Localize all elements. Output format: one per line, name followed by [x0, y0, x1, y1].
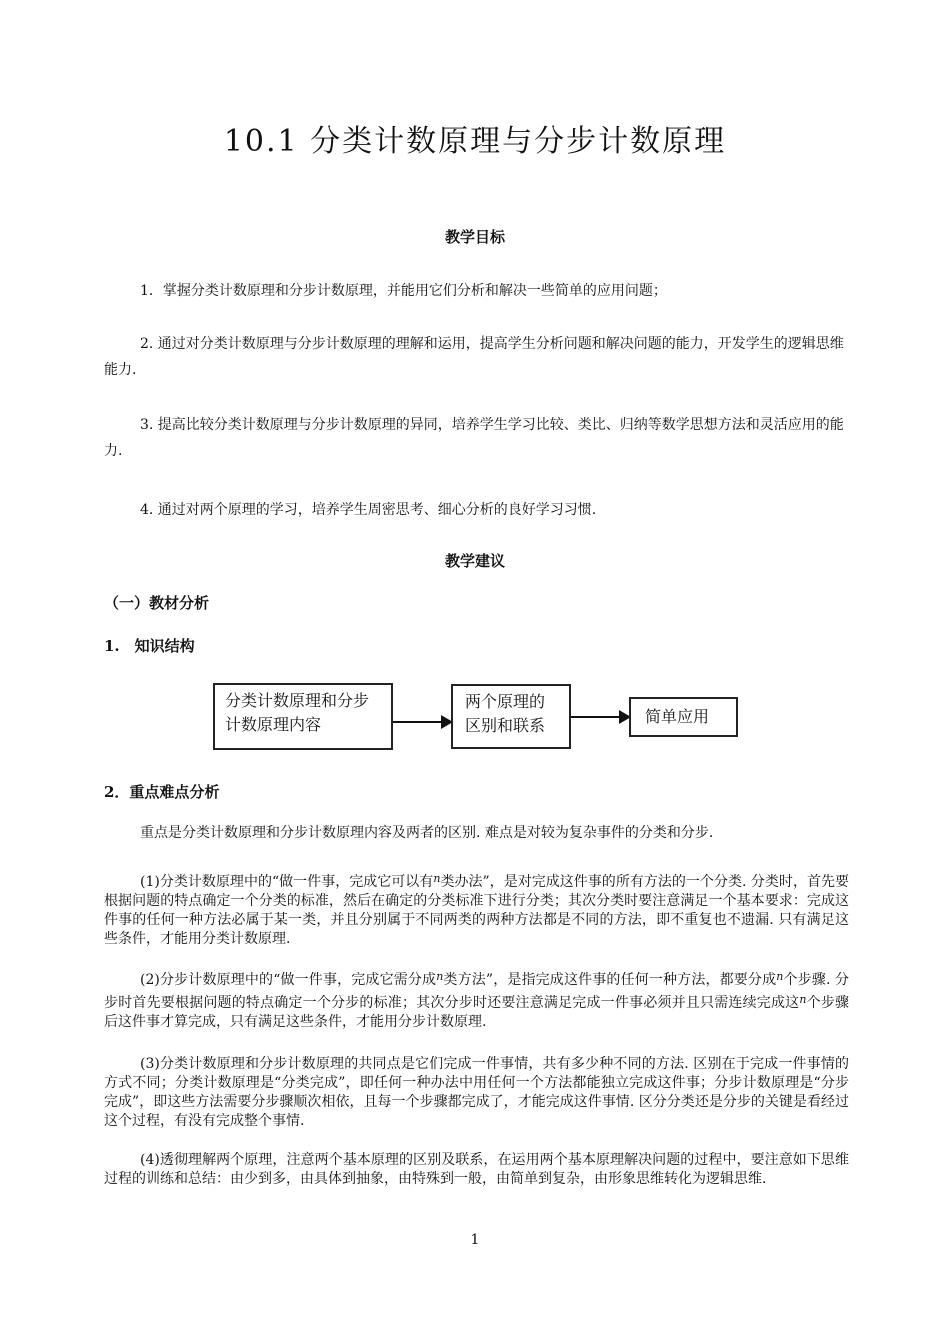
- page-number: 1: [470, 1232, 480, 1248]
- paragraph-2-part-b: 类方法”，是指完成这件事的任何一种方法，都要分成: [443, 972, 777, 988]
- page-title: 10.1 分类计数原理与分步计数原理: [223, 124, 727, 159]
- paragraph-1-part-a: (1)分类计数原理中的“做一件事，完成它可以有: [140, 874, 434, 890]
- paragraph-2-part-a: (2)分步计数原理中的“做一件事，完成它需分成: [140, 972, 437, 988]
- variable-n: n: [799, 993, 807, 1006]
- section-heading-goals: 教学目标: [444, 228, 505, 246]
- goal-item-4: 4. 通过对两个原理的学习，培养学生周密思考、细心分析的良好学习习惯.: [140, 502, 597, 518]
- paragraph-3: (3)分类计数原理和分步计数原理的共同点是它们完成一件事情，共有多少种不同的方法. 区别在于完成一件事情的方式不同；分类计数原理是“分类完成”，即任何一种办法中用任何一个方法都能独立完成这件事；分步计数原理是“分步完成”，即这些方法需要分步骤顺次相依，且每一个步骤都完成了，才能完成这件事情. 区分分类还是分步的关键是看经过这个过程，有没有完成整个事情.: [104, 1056, 849, 1129]
- diagram-box-relation: 两个原理的区别和联系: [451, 684, 571, 749]
- section-heading-advice: 教学建议: [444, 552, 505, 570]
- arrow-right-icon: [571, 716, 629, 718]
- variable-n: n: [436, 970, 444, 983]
- goal-item-2: 2. 通过对分类计数原理与分步计数原理的理解和运用，提高学生分析问题和解决问题的能力，开发学生的逻辑思维能力.: [104, 336, 844, 378]
- subsection-key-difficult-points: 2．重点难点分析: [104, 783, 220, 801]
- paragraph-4: (4)透彻理解两个原理，注意两个基本原理的区别及联系，在运用两个基本原理解决问题的过程中，要注意如下思维过程的训练和总结：由少到多，由具体到抽象，由特殊到一般，由简单到复杂，由形象思维转化为逻辑思维.: [104, 1152, 849, 1187]
- paragraph-1-part-b: 类办法”，是对完成这件事的所有方法的一个分类. 分类时，首先要根据问题的特点确定一个分类的标准，然后在确定的分类标准下进行分类；其次分类时要注意满足一个基本要求：完成这件事的任何一种方法必属于某一类，并且分别属于不同两类的两种方法都是不同的方法，即不重复也不遗漏. 只有满足这些条件，才能用分类计数原理.: [104, 874, 849, 947]
- goal-item-1: 1．掌握分类计数原理和分步计数原理，并能用它们分析和解决一些简单的应用问题；: [140, 283, 667, 299]
- subsection-knowledge-structure: 1. 知识结构: [104, 637, 195, 655]
- paragraph-1: [104, 869, 849, 949]
- arrow-right-icon: [393, 721, 451, 723]
- diagram-box-content: 分类计数原理和分步计数原理内容: [213, 683, 393, 750]
- paragraph-2-part-d: 个步骤后这件事才算完成，只有满足这些条件，才能用分步计数原理.: [104, 995, 850, 1030]
- goal-item-3: 3. 提高比较分类计数原理与分步计数原理的异同，培养学生学习比较、类比、归纳等数学思想方法和灵活应用的能力.: [104, 417, 844, 459]
- variable-n: n: [776, 970, 784, 983]
- section-material-analysis: （一）教材分析: [104, 594, 210, 612]
- paragraph-2-part-c: 个步骤. 分步时首先要根据问题的特点确定一个分步的标准；其次分步时还要注意满足完成一件事必须并且只需连续完成这: [104, 972, 850, 1011]
- diagram-box-application: 简单应用: [629, 697, 738, 737]
- variable-n: n: [433, 872, 441, 885]
- paragraph-2: [104, 967, 849, 1032]
- key-point-text: 重点是分类计数原理和分步计数原理内容及两者的区别. 难点是对较为复杂事件的分类和分步.: [140, 825, 714, 841]
